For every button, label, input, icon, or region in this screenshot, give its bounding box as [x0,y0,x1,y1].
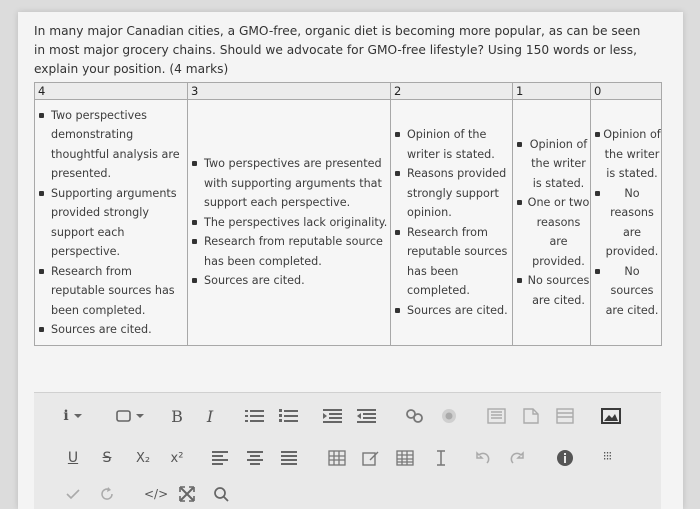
criterion-item: Two perspectives demonstrating thoughtful analysis are presented. [37,106,187,184]
search-icon [213,486,229,502]
criterion-item: Reasons provided strongly support opinion. [393,164,512,223]
underline-button[interactable]: U [67,450,79,466]
file-upload-button[interactable] [520,405,542,427]
accessibility-button[interactable] [554,447,576,469]
criterion-item: Opinion of the writer is stated. [593,125,661,184]
subscript-button[interactable]: X₂ [135,450,151,466]
fullscreen-button[interactable] [176,483,198,505]
numbered-list-button[interactable] [278,405,300,427]
find-button[interactable] [210,483,232,505]
criterion-item: Two perspectives are presented with supporting arguments that support each perspective. [190,154,390,213]
criterion-item: Sources are cited. [190,271,390,291]
redo-button[interactable] [506,447,528,469]
more-options-button[interactable]: ⁝⁝⁝ [602,449,612,463]
outdent-button[interactable] [356,405,378,427]
rubric-cell-2 [391,100,513,346]
chevron-down-icon [73,412,83,420]
indent-button[interactable] [322,405,344,427]
criterion-item: The perspectives lack originality. [190,213,390,233]
criterion-item: Research from reputable sources has been completed. [37,262,187,321]
align-center-icon [246,450,264,466]
outdent-icon [357,408,377,424]
edit-icon [362,450,380,466]
indent-icon [323,408,343,424]
image-gallery-button[interactable] [486,405,508,427]
paragraph-format-button[interactable] [62,405,84,427]
text-cursor-button[interactable] [430,447,452,469]
edit-button[interactable] [360,447,382,469]
bullet-list-icon [245,408,265,424]
criterion-item: Sources are cited. [37,320,187,340]
align-left-button[interactable] [210,447,232,469]
file-icon [521,407,541,425]
criterion-item: Opinion of the writer is stated. [393,125,512,164]
table-button[interactable] [326,447,348,469]
italic-button[interactable]: I [206,406,214,426]
undo-icon [474,450,492,466]
rubric-row [35,100,662,346]
rubric-header-1: 1 [513,83,591,100]
question-text: In many major Canadian cities, a GMO-free, organic diet is becoming more popular, as can be seen in most major grocery chains. Should we advocate for GMO-free lifestyle? Using 150 words or less, explain your position. (4 marks) [34,24,641,76]
rubric-header-2: 2 [391,83,513,100]
strikethrough-button[interactable]: S [102,450,112,466]
rectangle-icon [116,409,132,423]
shape-dropdown-button[interactable] [116,405,145,427]
numbered-list-icon [279,408,299,424]
picture-icon [600,407,622,425]
table-icon [328,450,346,466]
criterion-item: Supporting arguments provided strongly support each perspective. [37,184,187,262]
link-icon [405,408,425,424]
checkmark-icon [65,487,81,501]
redo-icon [508,450,526,466]
gallery-icon [487,407,507,425]
criterion-item: Research from reputable source has been completed. [190,232,390,271]
insert-image-button[interactable] [600,405,622,427]
rubric-header-3: 3 [188,83,391,100]
criterion-item: No sources are cited. [515,271,590,310]
rich-text-toolbar [34,392,661,509]
rubric-header-4: 4 [35,83,188,100]
refresh-icon [99,486,115,502]
criterion-item: No reasons are provided. [593,184,661,262]
rubric-table [34,82,662,346]
superscript-button[interactable]: x² [170,450,184,466]
spellcheck-button[interactable] [62,483,84,505]
spreadsheet-icon [396,450,414,466]
paragraph-format-icon: i [63,408,69,424]
rubric-cell-3 [188,100,391,346]
refresh-button[interactable] [96,483,118,505]
align-justify-icon [280,450,298,466]
align-justify-button[interactable] [278,447,300,469]
rubric-cell-4 [35,100,188,346]
bold-button[interactable]: B [171,406,183,426]
align-left-icon [212,450,230,466]
align-center-button[interactable] [244,447,266,469]
text-cursor-icon [434,449,448,467]
criterion-item: Opinion of the writer is stated. [515,135,590,194]
media-icon [555,407,575,425]
criterion-item: Sources are cited. [393,301,512,321]
rubric-cell-1 [513,100,591,346]
rubric-header-0: 0 [591,83,662,100]
info-circle-icon [556,449,574,467]
criterion-item: No sources are cited. [593,262,661,321]
source-code-button[interactable]: </> [144,487,169,501]
media-button[interactable] [554,405,576,427]
record-icon [440,407,458,425]
link-button[interactable] [404,405,426,427]
record-button[interactable] [438,405,460,427]
spreadsheet-button[interactable] [394,447,416,469]
rubric-cell-0 [591,100,662,346]
bullet-list-button[interactable] [244,405,266,427]
expand-arrows-icon [179,486,195,502]
rubric-header-row [35,83,662,100]
criterion-item: One or two reasons are provided. [515,193,590,271]
chevron-down-icon [135,412,145,420]
undo-button[interactable] [472,447,494,469]
criterion-item: Research from reputable sources has been completed. [393,223,512,301]
